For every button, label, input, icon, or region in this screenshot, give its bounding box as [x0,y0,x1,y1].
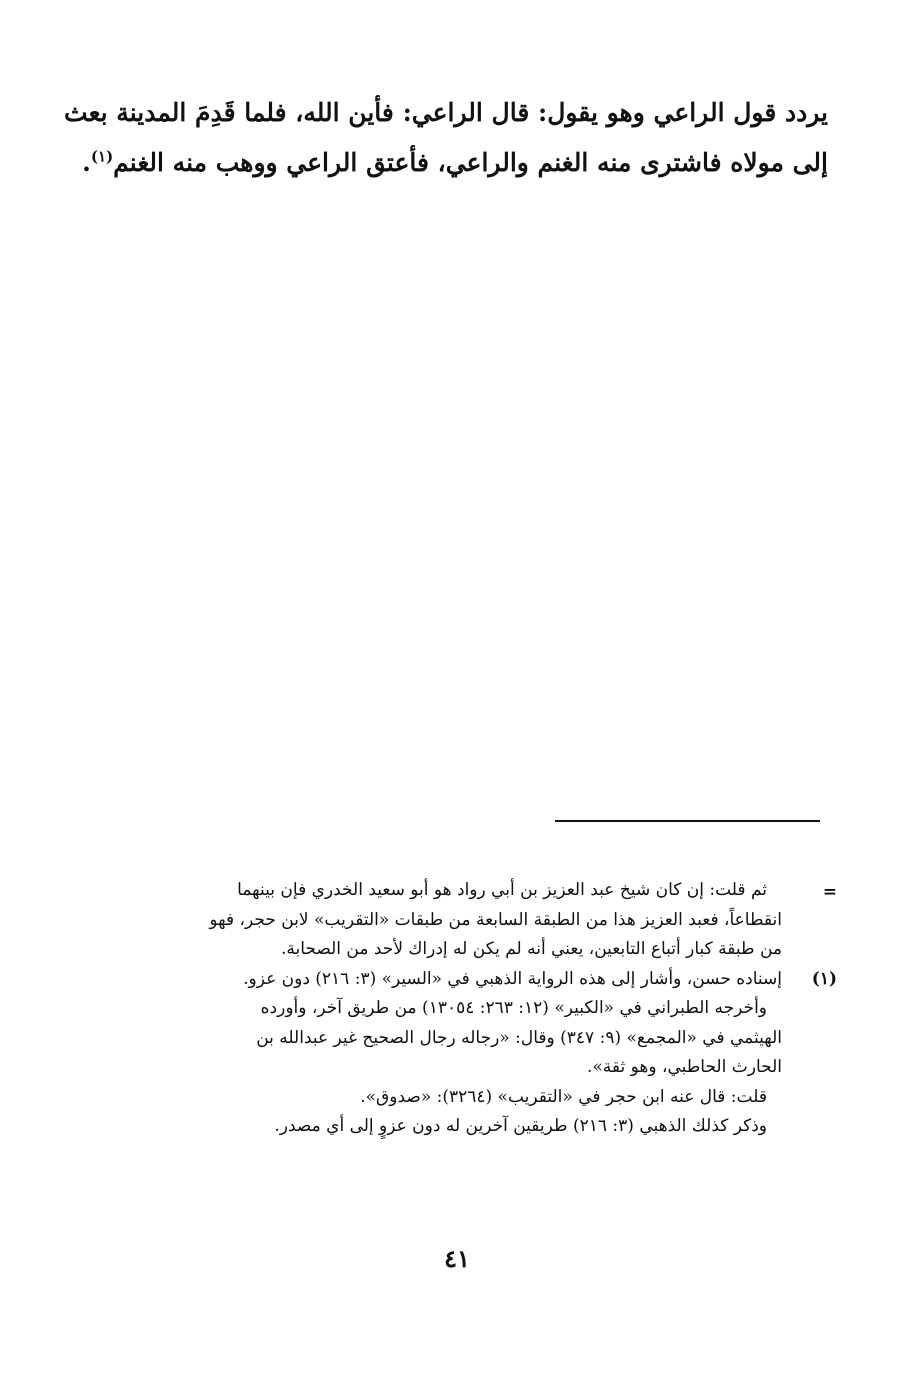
footnote-1-line-1 [132,965,837,995]
footnote-continuation-line-2 [132,906,837,936]
footnote-1-line-5 [132,1083,837,1113]
footnote-1-text-3: الهيثمي في «المجمع» (٩: ٣٤٧) وقال: «رجاله رجال الصحيح غير عبدالله بن [256,1027,782,1048]
footnote-1-text-1: إسناده حسن، وأشار إلى هذه الرواية الذهبي في «السير» (٣: ٢١٦) دون عزو. [243,968,782,989]
footnote-1-line-4 [132,1053,837,1083]
footnote-1-line-3 [132,1024,837,1054]
footnote-1-text-4: الحارث الحاطبي، وهو ثقة». [586,1057,782,1077]
main-text-line-1: يردد قول الراعي وهو يقول: قال الراعي: فأين الله، فلما قَدِمَ المدينة بعث [64,98,828,127]
main-text-line-2-end: . [82,148,91,177]
footnote-continuation-text-2: انقطاعاً، فعبد العزيز هذا من الطبقة السابعة من طبقات «التقريب» لابن حجر، فهو [209,909,782,930]
footnote-continuation-line-1 [132,876,837,906]
footnote-continuation-marker: = [822,882,837,902]
main-text-line-2 [82,138,828,188]
footnote-1-line-2 [132,994,837,1024]
footnote-continuation-text-1: ثم قلت: إن كان شيخ عبد العزيز بن أبي رواد هو أبو سعيد الخدري فإن بينهما [237,880,767,900]
footnote-reference: (١) [90,147,114,166]
footnote-1-text-5: قلت: قال عنه ابن حجر في «التقريب» (٣٢٦٤): «صدوق». [360,1086,767,1107]
footnote-continuation-line-3 [132,935,837,965]
footnote-1-line-6 [132,1112,837,1142]
footnote-1-number: (١) [811,968,837,989]
footnote-continuation-text-3: من طبقة كبار أتباع التابعين، يعني أنه لم يكن له إدراك لأحد من الصحابة. [280,939,782,959]
main-text-line-2-body: إلى مولاه فاشترى منه الغنم والراعي، فأعتق الراعي ووهب منه الغنم [113,148,828,177]
main-body-text [64,88,828,188]
footnote-separator-rule [555,820,820,822]
footnote-1-text-2: وأخرجه الطبراني في «الكبير» (١٢: ٢٦٣: ١٣٠٥٤) من طريق آخر، وأورده [260,998,767,1018]
footnote-1-text-6: وذكر كذلك الذهبي (٣: ٢١٦) طريقين آخرين له دون عزوٍ إلى أي مصدر. [274,1116,767,1136]
footnotes-section [132,876,837,1142]
page-number: ٤١ [444,1244,470,1273]
